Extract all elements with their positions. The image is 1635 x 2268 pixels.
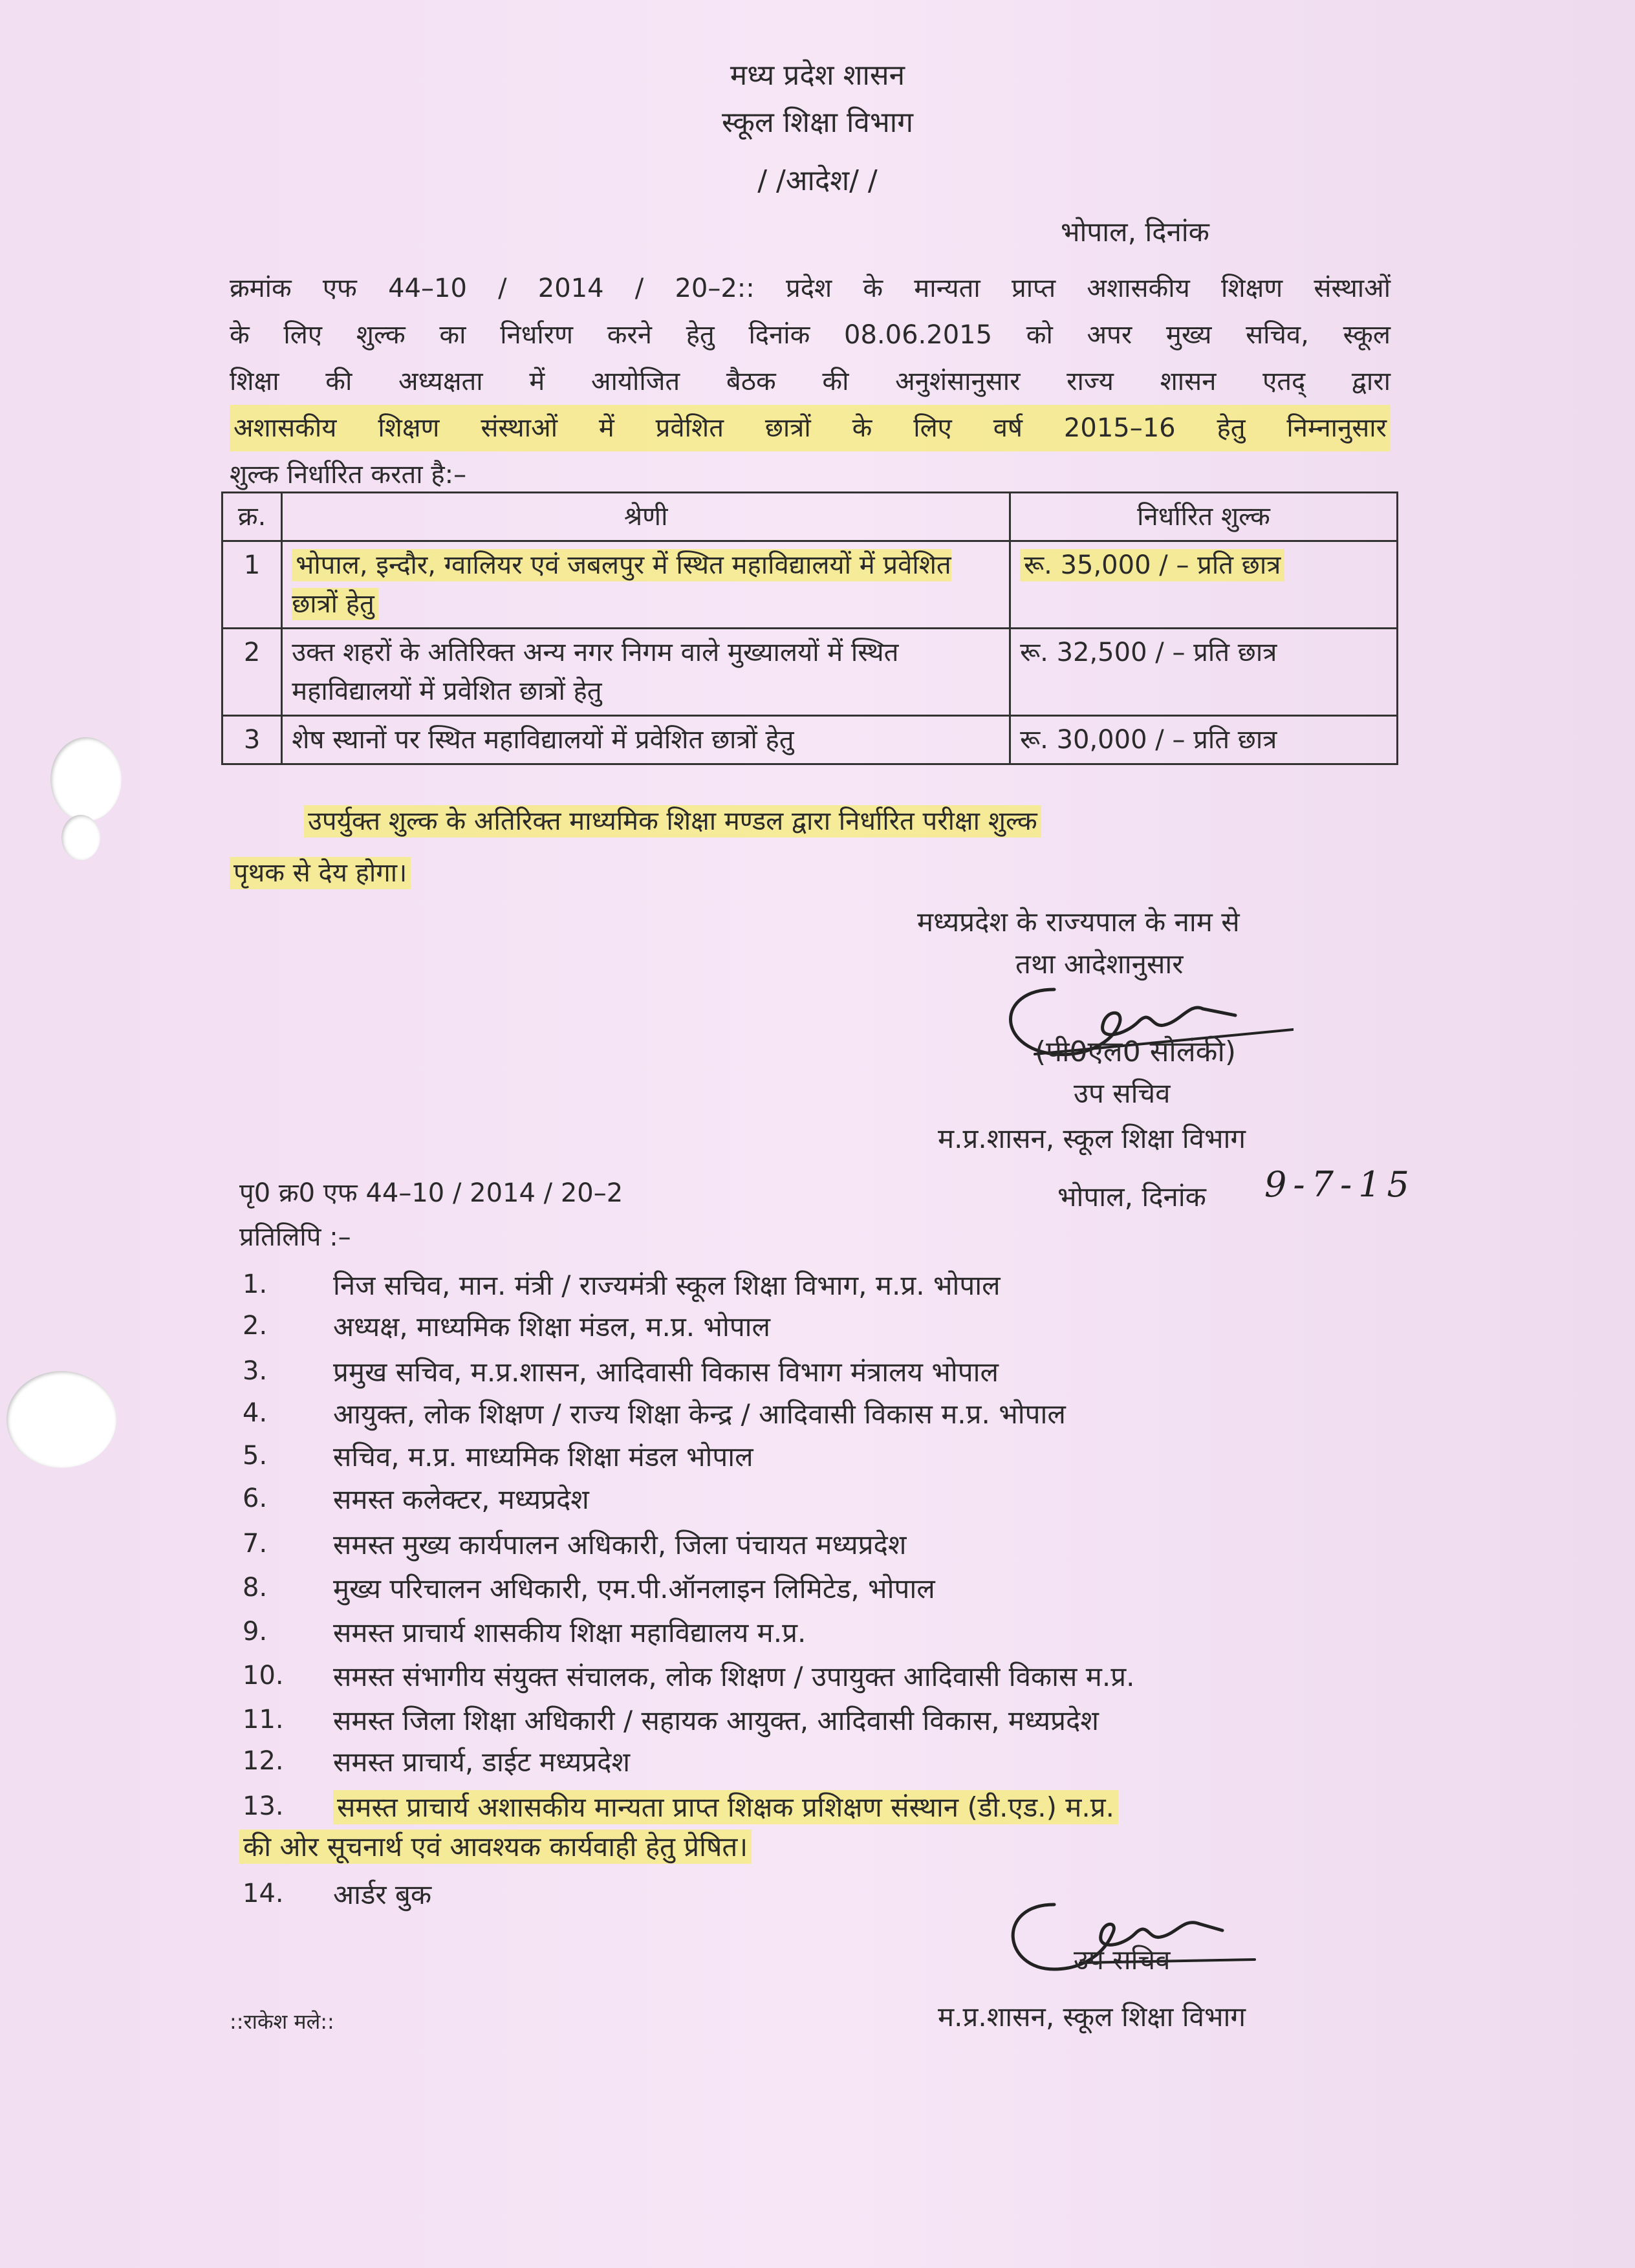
list-item-number: 9. — [243, 1617, 268, 1647]
list-item-number: 13. — [243, 1791, 284, 1821]
note-line-1-text: उपर्युक्त शुल्क के अतिरिक्त माध्यमिक शिक्षा मण्डल द्वारा निर्धारित परीक्षा शुल्क — [304, 805, 1041, 837]
handwritten-date: 9-7-15 — [1264, 1164, 1416, 1205]
intro-line-3: शिक्षा की अध्यक्षता में आयोजित बैठक की अनुशंसानुसार राज्य शासन एतद् द्वारा — [230, 367, 1391, 396]
punch-hole-bottom — [6, 1371, 116, 1468]
list-item: प्रमुख सचिव, म.प्र.शासन, आदिवासी विकास विभाग मंत्रालय भोपाल — [333, 1356, 999, 1388]
table-row — [222, 541, 1398, 629]
list-item: समस्त संभागीय संयुक्त संचालक, लोक शिक्षण / उपायुक्त आदिवासी विकास म.प्र. — [333, 1661, 1135, 1692]
sig2-office: म.प्र.शासन, स्कूल शिक्षा विभाग — [938, 2001, 1246, 2033]
row-category-text: भोपाल, इन्दौर, ग्वालियर एवं जबलपुर में स्थित महाविद्यालयों में प्रवेशित छात्रों हेतु — [292, 550, 951, 619]
punch-hole-top — [50, 737, 122, 821]
intro-line-4: अशासकीय शिक्षण संस्थाओं में प्रवेशित छात्रों के लिए वर्ष 2015–16 हेतु निम्नानुसार — [230, 405, 1391, 451]
sig1-office: म.प्र.शासन, स्कूल शिक्षा विभाग — [938, 1123, 1246, 1154]
row-serial: 2 — [222, 629, 282, 716]
signature-scribble-2 — [964, 1885, 1261, 1995]
list-item: समस्त कलेक्टर, मध्यप्रदेश — [333, 1484, 589, 1515]
row-fee: रू. 30,000 / – प्रति छात्र — [1010, 716, 1398, 764]
fee-table-header — [222, 493, 1398, 541]
sig2-designation: उप सचिव — [1074, 1944, 1171, 1976]
list-item-number: 3. — [243, 1356, 268, 1386]
header-category: श्रेणी — [282, 493, 1010, 541]
punch-hole-middle — [61, 815, 100, 860]
sig1-line2: तथा आदेशानुसार — [1015, 948, 1184, 980]
header-fee: निर्धारित शुल्क — [1010, 493, 1398, 541]
list-item-number: 1. — [243, 1269, 268, 1299]
list-item-number: 6. — [243, 1484, 268, 1513]
table-row — [222, 716, 1398, 764]
list-item: आर्डर बुक — [333, 1879, 432, 1910]
sig1-line1: मध्यप्रदेश के राज्यपाल के नाम से — [917, 906, 1240, 938]
list-item-number: 4. — [243, 1398, 268, 1428]
row-fee — [1010, 541, 1398, 629]
list-item-number: 14. — [243, 1879, 284, 1908]
endorsement-ref: पृ0 क्र0 एफ 44–10 / 2014 / 20–2 — [239, 1178, 623, 1208]
note-line-2 — [230, 860, 411, 886]
order-intro-paragraph — [230, 265, 1391, 498]
list-item-13-cont-text: की ओर सूचनार्थ एवं आवश्यक कार्यवाही हेतु प्रेषित। — [239, 1830, 752, 1864]
list-item-13-text: समस्त प्राचार्य अशासकीय मान्यता प्राप्त शिक्षक प्रशिक्षण संस्थान (डी.एड.) म.प्र. — [333, 1790, 1118, 1824]
intro-line-2: के लिए शुल्क का निर्धारण करने हेतु दिनांक 08.06.2015 को अपर मुख्य सचिव, स्कूल — [230, 320, 1391, 350]
header-govt: मध्य प्रदेश शासन — [730, 59, 905, 92]
list-item-number: 8. — [243, 1573, 268, 1603]
list-item — [333, 1788, 1118, 1825]
list-item: आयुक्त, लोक शिक्षण / राज्य शिक्षा केन्द्र / आदिवासी विकास म.प्र. भोपाल — [333, 1398, 1066, 1430]
list-item: समस्त प्राचार्य शासकीय शिक्षा महाविद्यालय म.प्र. — [333, 1617, 807, 1648]
row-serial: 3 — [222, 716, 282, 764]
list-item: समस्त प्राचार्य, डाईट मध्यप्रदेश — [333, 1746, 631, 1778]
row-category: उक्त शहरों के अतिरिक्त अन्य नगर निगम वाले मुख्यालयों में स्थित महाविद्यालयों में प्रवेशित छात्रों हेतु — [282, 629, 1010, 716]
list-item: समस्त जिला शिक्षा अधिकारी / सहायक आयुक्त, आदिवासी विकास, मध्यप्रदेश — [333, 1705, 1099, 1736]
list-item: निज सचिव, मान. मंत्री / राज्यमंत्री स्कूल शिक्षा विभाग, म.प्र. भोपाल — [333, 1269, 1001, 1301]
list-item: समस्त मुख्य कार्यपालन अधिकारी, जिला पंचायत मध्यप्रदेश — [333, 1529, 907, 1561]
list-item-number: 10. — [243, 1661, 284, 1690]
sig1-designation: उप सचिव — [1074, 1077, 1171, 1109]
list-item: मुख्य परिचालन अधिकारी, एम.पी.ऑनलाइन लिमिटेड, भोपाल — [333, 1573, 935, 1604]
note-line-2-text: पृथक से देय होगा। — [230, 857, 411, 889]
list-item-number: 11. — [243, 1705, 284, 1734]
sig1-name: (पी0एल0 सोलंकी) — [1035, 1035, 1237, 1068]
table-row — [222, 629, 1398, 716]
row-category: शेष स्थानों पर स्थित महाविद्यालयों में प्रवेशित छात्रों हेतु — [282, 716, 1010, 764]
typist-initials: ::राकेश मले:: — [230, 2009, 334, 2034]
row-fee: रू. 32,500 / – प्रति छात्र — [1010, 629, 1398, 716]
fee-table — [221, 491, 1398, 765]
intro-line-5: शुल्क निर्धारित करता है:– — [230, 460, 467, 490]
header-place-date: भोपाल, दिनांक — [1061, 216, 1209, 248]
header-serial: क्र. — [222, 493, 282, 541]
copy-label: प्रतिलिपि :– — [239, 1222, 351, 1252]
list-item-number: 12. — [243, 1746, 284, 1776]
list-item-number: 5. — [243, 1441, 268, 1471]
row-fee-text: रू. 35,000 / – प्रति छात्र — [1020, 549, 1284, 581]
list-item-13-continuation — [239, 1833, 752, 1861]
list-item-number: 2. — [243, 1311, 268, 1341]
note-line-1 — [304, 808, 1041, 834]
header-dept: स्कूल शिक्षा विभाग — [722, 106, 913, 139]
order-title: / /आदेश/ / — [757, 164, 878, 197]
list-item-number: 7. — [243, 1529, 268, 1559]
row-category — [282, 541, 1010, 629]
row-serial: 1 — [222, 541, 282, 629]
list-item: सचिव, म.प्र. माध्यमिक शिक्षा मंडल भोपाल — [333, 1441, 753, 1473]
list-item: अध्यक्ष, माध्यमिक शिक्षा मंडल, म.प्र. भोपाल — [333, 1311, 771, 1343]
endorsement-place-date: भोपाल, दिनांक — [1057, 1181, 1206, 1213]
intro-line-1: क्रमांक एफ 44–10 / 2014 / 20–2:: प्रदेश के मान्यता प्राप्त अशासकीय शिक्षण संस्थाओं — [230, 274, 1391, 303]
